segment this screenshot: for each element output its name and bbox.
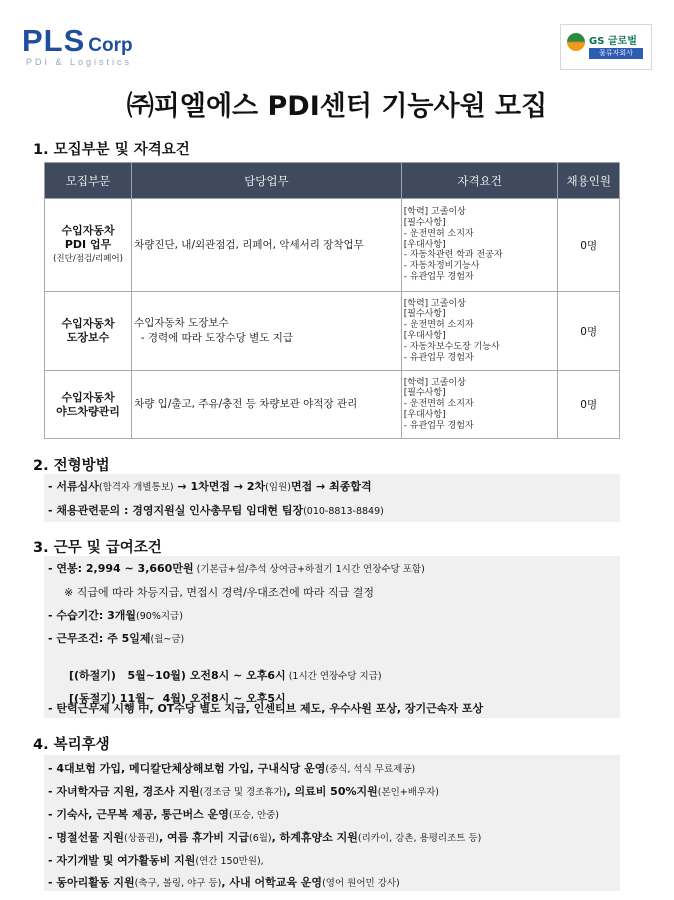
work-days-line: [48, 630, 184, 646]
table-row: [45, 292, 620, 371]
recruitment-table: [44, 162, 620, 439]
gs-logo-badge: 물류자회사: [589, 48, 643, 59]
text-bold: - 동아리활동 지원: [48, 876, 135, 889]
text-bold: 면접 → 최종합격: [290, 480, 372, 493]
text-small: (축구, 볼링, 야구 등): [134, 878, 222, 889]
qual-cell: [401, 371, 558, 439]
dept-line: 수입자동차: [61, 390, 115, 404]
qual-line: [필수사항]: [403, 309, 446, 320]
contact-line: [48, 502, 384, 518]
text-bold: - 기숙사, 근무복 제공, 통근버스 운영: [48, 808, 229, 821]
qual-line: - 유관업무 경험자: [403, 271, 474, 282]
dept-line: 야드차량관리: [56, 404, 120, 418]
self-development-line: [48, 852, 264, 868]
qual-line: [우대사항]: [403, 239, 446, 250]
club-activity-line: [48, 874, 400, 890]
gs-global-logo: [560, 24, 652, 70]
count-cell: 0명: [558, 292, 620, 371]
duty-cell: [132, 371, 402, 439]
holiday-gift-line: [48, 829, 481, 845]
text-bold: - 서류심사: [48, 480, 99, 493]
table-header: 담당업무: [132, 163, 402, 199]
duty-cell: [132, 199, 402, 292]
text-small: (합격자 개별통보): [98, 482, 174, 493]
text-bold: [(동절기) 11월~ 4월) 오전8시 ~ 오후5시: [69, 692, 286, 705]
duty-line: 차량진단, 내/외관점검, 리페어, 악세서리 장착업무: [134, 238, 364, 251]
section-title-benefits: 4. 복리후생: [33, 737, 110, 753]
text-small: (중식, 석식 무료제공): [325, 764, 416, 775]
count-cell: 0명: [558, 199, 620, 292]
tuition-line: [48, 783, 439, 799]
text-small: (연간 150만원),: [195, 856, 264, 867]
text-bold: - 4대보험 가입, 메디칼단체상해보험 가입, 구내식당 운영: [48, 762, 326, 775]
qual-line: - 운전면허 소지자: [403, 228, 474, 239]
table-header-row: [45, 163, 620, 199]
qual-line: [우대사항]: [403, 409, 446, 420]
qual-cell: [401, 199, 558, 292]
text-bold: - 자녀학자금 지원, 경조사 지원: [48, 785, 200, 798]
dept-line: 수입자동차: [61, 317, 115, 330]
text-bold: - 수습기간: 3개월: [48, 609, 137, 622]
text-small: (상품권): [123, 833, 159, 844]
dept-cell: [45, 199, 132, 292]
qual-line: - 자동차정비기능사: [403, 261, 480, 272]
grade-note-line: ※ 직급에 따라 차등지급, 면접시 경력/우대조건에 따라 직급 결정: [64, 586, 375, 599]
text-bold: - 자기개발 및 여가활동비 지원: [48, 854, 196, 867]
flex-work-line: [48, 700, 483, 716]
text-bold: - 연봉: 2,994 ~ 3,660만원: [48, 562, 194, 575]
text-bold: , 의료비 50%지원: [286, 785, 378, 798]
qual-line: - 자동차보수도장 기능사: [403, 341, 500, 352]
text-small: (월~금): [150, 634, 185, 645]
text-bold: - 탄력근무제 시행 中, OT수당 별도 지급, 인센티브 제도, 우수사원 포상, 장기근속자 포상: [48, 702, 484, 715]
selection-process-line: [48, 478, 372, 494]
text-bold: , 사내 어학교육 운영: [221, 876, 323, 889]
text-small: (6월): [249, 833, 272, 844]
text-small: (1시간 연장수당 지급): [285, 671, 382, 682]
qual-cell: [401, 292, 558, 371]
dept-line: 수입자동차: [61, 224, 115, 237]
qual-line: - 유관업무 경험자: [403, 352, 474, 363]
qual-line: - 유관업무 경험자: [403, 420, 474, 431]
qual-line: [학력] 고졸이상: [403, 207, 466, 218]
text-bold: - 명절선물 지원: [48, 831, 124, 844]
salary-line: [48, 560, 425, 576]
dept-line: 도장보수: [66, 331, 110, 344]
logo-pls-text: PLS: [22, 23, 86, 58]
text-bold: - 채용관련문의 : 경영지원실 인사총무팀 임대현 팀장: [48, 504, 304, 517]
table-header: 모집부문: [45, 163, 132, 199]
text-small: (90%지급): [136, 611, 183, 622]
count-cell: 0명: [558, 371, 620, 439]
qual-line: [필수사항]: [403, 218, 446, 228]
table-row: [45, 199, 620, 292]
gs-logo-text: GS 글로벌: [589, 36, 637, 47]
dept-sub: (진단/점검/리페어): [53, 254, 123, 264]
text-small: (임원): [265, 482, 291, 493]
text-small: (리카이, 강촌, 용평리조트 등): [357, 833, 482, 844]
table-header: 채용인원: [558, 163, 620, 199]
gs-emblem-icon: [567, 33, 585, 51]
text-small: (포승, 안중): [228, 810, 280, 821]
qual-line: - 운전면허 소지자: [403, 399, 474, 410]
dept-cell: [45, 371, 132, 439]
text-bold: [(하절기) 5월~10월) 오전8시 ~ 오후6시: [69, 669, 286, 682]
qual-line: [필수사항]: [403, 388, 446, 399]
pls-corp-logo: [22, 23, 133, 67]
qual-line: [학력] 고졸이상: [403, 377, 466, 388]
text-bold: , 여름 휴가비 지급: [158, 831, 249, 844]
duty-line: - 경력에 따라 도장수당 별도 지급: [134, 332, 294, 344]
text-bold: , 하계휴양소 지원: [271, 831, 358, 844]
dept-line: PDI 업무: [64, 238, 112, 251]
text-bold: - 근무조건: 주 5일제: [48, 632, 151, 645]
text-small: (경조금 및 경조휴가): [199, 787, 287, 798]
section-title-recruitment: 1. 모집부분 및 자격요건: [33, 142, 190, 158]
table-header: 자격요건: [401, 163, 558, 199]
dormitory-line: [48, 806, 279, 822]
text-small: (본인+배우자): [377, 787, 440, 798]
text-small: (영어 원어민 강사): [322, 878, 400, 889]
text-small: (010-8813-8849): [303, 506, 384, 517]
table-row: [45, 371, 620, 439]
qual-line: - 운전면허 소지자: [403, 320, 474, 331]
qual-line: [우대사항]: [403, 331, 446, 341]
dept-cell: [45, 292, 132, 371]
section-title-selection: 2. 전형방법: [33, 458, 110, 474]
duty-cell: [132, 292, 402, 371]
duty-line: 수입자동차 도장보수: [134, 317, 229, 329]
qual-line: [학력] 고졸이상: [403, 298, 466, 309]
qual-line: - 자동차관련 학과 전공자: [403, 250, 503, 261]
logo-subtitle: PDI & Logistics: [26, 57, 133, 67]
text-small: (기본급+설/추석 상여금+하절기 1시간 연장수당 포함): [193, 564, 425, 575]
logo-corp-text: Corp: [88, 35, 133, 56]
insurance-line: [48, 760, 415, 776]
text-bold: → 1차면접 → 2차: [173, 480, 266, 493]
duty-line: 차량 입/출고, 주유/충전 등 차량보관 야적장 관리: [134, 398, 358, 410]
probation-line: [48, 607, 183, 623]
page-title: ㈜피엘에스 PDI센터 기능사원 모집: [126, 91, 548, 122]
section-title-work-conditions: 3. 근무 및 급여조건: [33, 540, 162, 556]
